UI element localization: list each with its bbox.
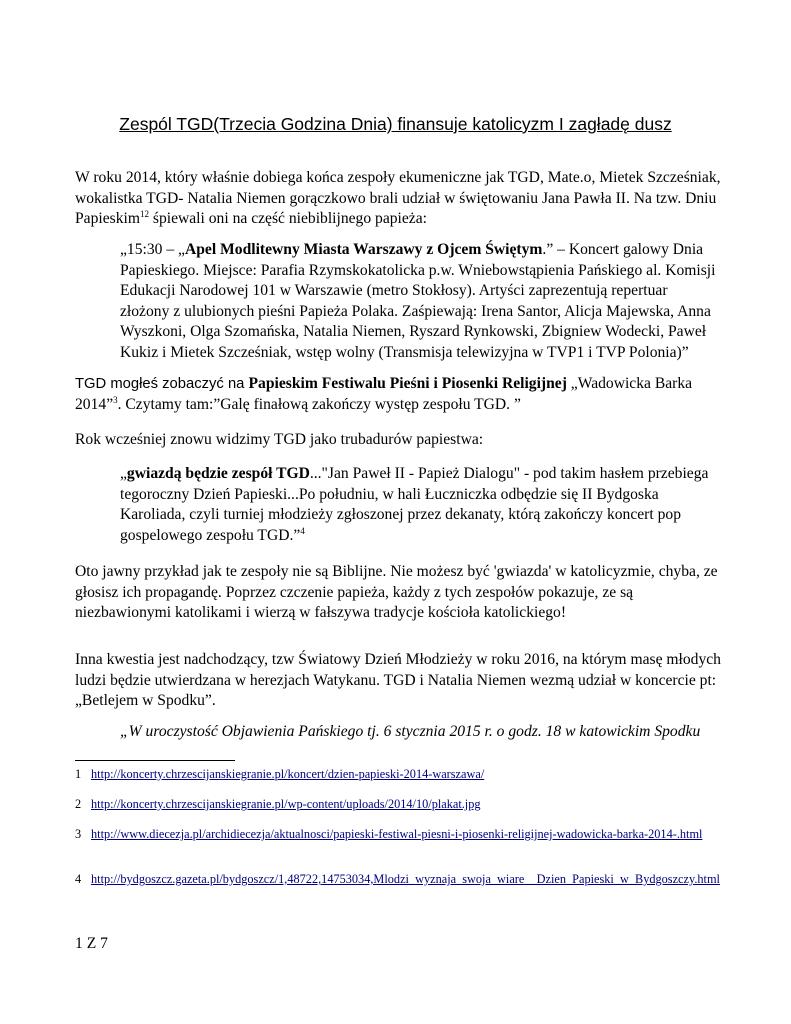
footnote-link[interactable]: http://koncerty.chrzescijanskiegranie.pl/koncert/dzien-papieski-2014-warszawa/ <box>91 767 485 781</box>
document-title: Zespól TGD(Trzecia Godzina Dnia) finansuje katolicyzm I zagładę dusz <box>119 114 672 134</box>
paragraph-previous-year: Rok wcześniej znowu widzimy TGD jako trubadurów papiestwa: <box>75 431 484 448</box>
quote-body: .” – Koncert galowy Dnia Papieskiego. Miejsce: Parafia Rzymskokatolicka p.w. Wniebowstąpienia Pańskiego al. Komisji Edukacji Narodowej 101 w Warszawie (metro Stokłosy). Artyści zaprezentują repertuar złożony z ulubionych pieśni Papieża Polaka. Zaśpiewają: Irena Santor, Alicja Majewska, Anna Wyszkoni, Olga Szomańska, Natalia Niemen, Ryszard Rynkowski, Zbigniew Wodecki, Paweł Kukiz i Mietek Szcześniak, wstęp wolny (Transmisja telewizyjna w TVP1 i TVP Polonia)” <box>120 241 716 361</box>
paragraph-intro-text-end: śpiewali oni na część niebiblijnego papieża: <box>148 210 427 227</box>
footnote-2 <box>75 796 725 812</box>
quote-open: „ <box>120 465 127 482</box>
footnote-link[interactable]: http://bydgoszcz.gazeta.pl/bydgoszcz/1,48722,14753034,Mlodzi_wyznaja_swoja_wiare__Dzien_Papieski_w_Bydgoszczy.html <box>91 872 720 886</box>
quote-body: ..."Jan Paweł II - Papież Dialogu" - pod takim hasłem przebiega tegoroczny Dzień Papieski...Po południu, w hali Łuczniczka odbędzie się II Bydgoska Karoliada, czyli turniej młodzieży zgłoszonej przez dekanaty, którą zakończy koncert pop gospelowego zespołu TGD.” <box>120 465 709 544</box>
paragraph-intro <box>75 168 725 230</box>
footnote-4 <box>75 871 725 887</box>
footnote-3 <box>75 826 725 842</box>
quote-bold-title: Apel Modlitewny Miasta Warszawy z Ojcem Świętym <box>184 241 543 258</box>
footnote-link[interactable]: http://www.diecezja.pl/archidiecezja/aktualnosci/papieski-festiwal-piesni-i-piosenki-religijnej-wadowicka-barka-2014-.html <box>91 827 703 841</box>
quote-open: „15:30 – „ <box>120 241 185 258</box>
quote-bold-star: gwiazdą będzie zespół TGD <box>126 465 310 482</box>
quote-spodek: „W uroczystość Objawienia Pańskiego tj. 6 stycznia 2015 r. o godz. 18 w katowickim Spodku <box>120 723 701 740</box>
quote-bydgoszcz <box>120 464 720 546</box>
festival-name: Papieskim Festiwalu Pieśni i Piosenki Religijnej <box>248 375 567 392</box>
paragraph-intro-text: W roku 2014, który właśnie dobiega końca zespoły ekumeniczne jak TGD, Mate.o, Mietek Szcześniak, wokalistka TGD- Natalia Niemen gorączkowo brali udział w świętowaniu Jana Pawła II. Na tzw. Dniu Papieskim <box>75 169 721 227</box>
paragraph-festival-text-end: . Czytamy tam:”Galę finałową zakończy występ zespołu TGD. ” <box>117 395 521 413</box>
footnote-number: 2 <box>75 797 82 811</box>
footnote-ref-3[interactable]: 3 <box>113 394 118 405</box>
quote-warsaw-concert <box>120 240 720 363</box>
paragraph-world-youth-day: Inna kwestia jest nadchodzący, tzw Światowy Dzień Młodzieży w roku 2016, na którym masę młodych ludzi będzie utwierdzana w herezjach Watykanu. TGD i Natalia Niemen wezmą udział w koncercie pt: „Betlejem w Spodku”. <box>75 651 721 709</box>
footnote-1 <box>75 766 725 782</box>
paragraph-festival-text: „Wadowicka Barka 2014” <box>75 375 693 413</box>
footnote-ref-1-2[interactable]: 12 <box>139 209 149 219</box>
paragraph-conclusion: Oto jawny przykład jak te zespoły nie są Biblijne. Nie możesz być 'gwiazda' w katolicyzmie, chyba, ze głosisz ich propagandę. Poprzez czczenie papieża, każdy z tych zespołów pokazuje, ze są niezbawionymi katolikami i wierzą w fałszywa tradycje kościoła katolickiego! <box>75 563 718 621</box>
footnote-number: 4 <box>75 872 82 886</box>
page-number: 1 Z 7 <box>75 935 108 952</box>
footnote-link[interactable]: http://koncerty.chrzescijanskiegranie.pl/wp-content/uploads/2014/10/plakat.jpg <box>91 797 481 811</box>
footnote-number: 3 <box>75 827 82 841</box>
footnote-ref-4[interactable]: 4 <box>300 525 305 536</box>
paragraph-festival-lead: TGD mogłeś zobaczyć na <box>75 376 249 392</box>
paragraph-festival <box>75 374 725 415</box>
footnote-separator <box>75 760 235 761</box>
footnote-number: 1 <box>75 767 82 781</box>
